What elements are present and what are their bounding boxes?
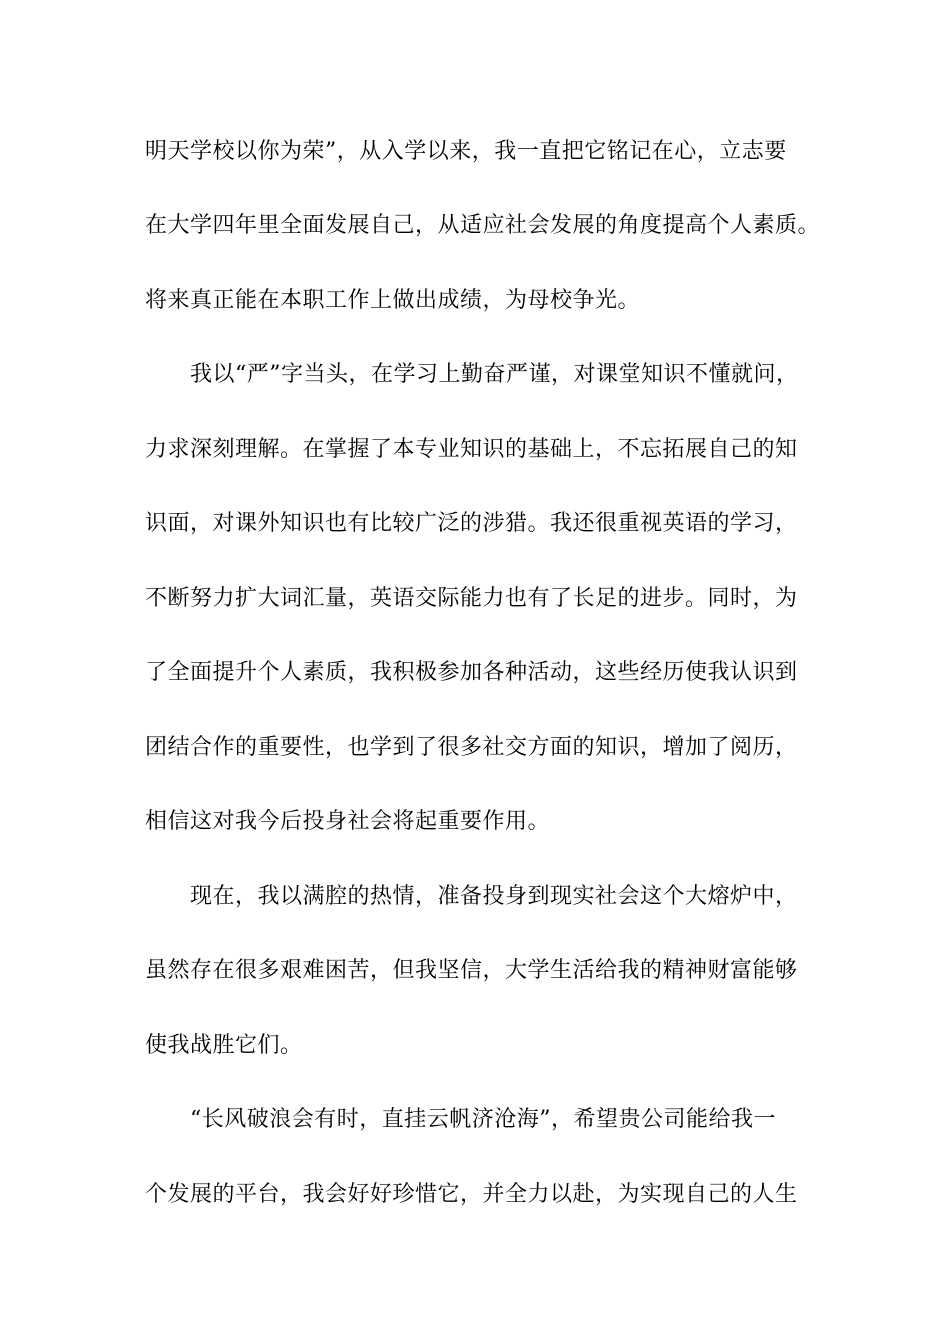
text-line: 力求深刻理解。在掌握了本专业知识的基础上，不忘拓展自己的知 [145,437,798,462]
text-line: 现在，我以满腔的热情，准备投身到现实社会这个大熔炉中， [145,884,798,909]
text-line: 不断努力扩大词汇量，英语交际能力也有了长足的进步。同时，为 [145,586,798,611]
text-line: 明天学校以你为荣”，从入学以来，我一直把它铭记在心，立志要 [145,139,787,164]
text-line: 相信这对我今后投身社会将起重要作用。 [145,809,551,834]
text-line: “长风破浪会有时，直挂云帆济沧海”，希望贵公司能给我一 [145,1107,776,1132]
text-line: 识面，对课外知识也有比较广泛的涉猎。我还很重视英语的学习， [145,511,798,536]
text-line: 我以“严”字当头，在学习上勤奋严谨，对课堂知识不懂就问， [145,362,799,387]
text-line: 了全面提升个人素质，我积极参加各种活动，这些经历使我认识到 [145,660,798,685]
text-line: 使我战胜它们。 [145,1033,303,1058]
text-line: 将来真正能在本职工作上做出成绩，为母校争光。 [145,288,641,313]
text-line: 团结合作的重要性，也学到了很多社交方面的知识，增加了阅历， [145,735,798,760]
text-line: 虽然存在很多艰难困苦，但我坚信，大学生活给我的精神财富能够 [145,958,798,983]
text-line: 个发展的平台，我会好好珍惜它，并全力以赴，为实现自己的人生 [145,1182,798,1207]
text-line: 在大学四年里全面发展自己，从适应社会发展的角度提高个人素质。 [145,213,821,238]
